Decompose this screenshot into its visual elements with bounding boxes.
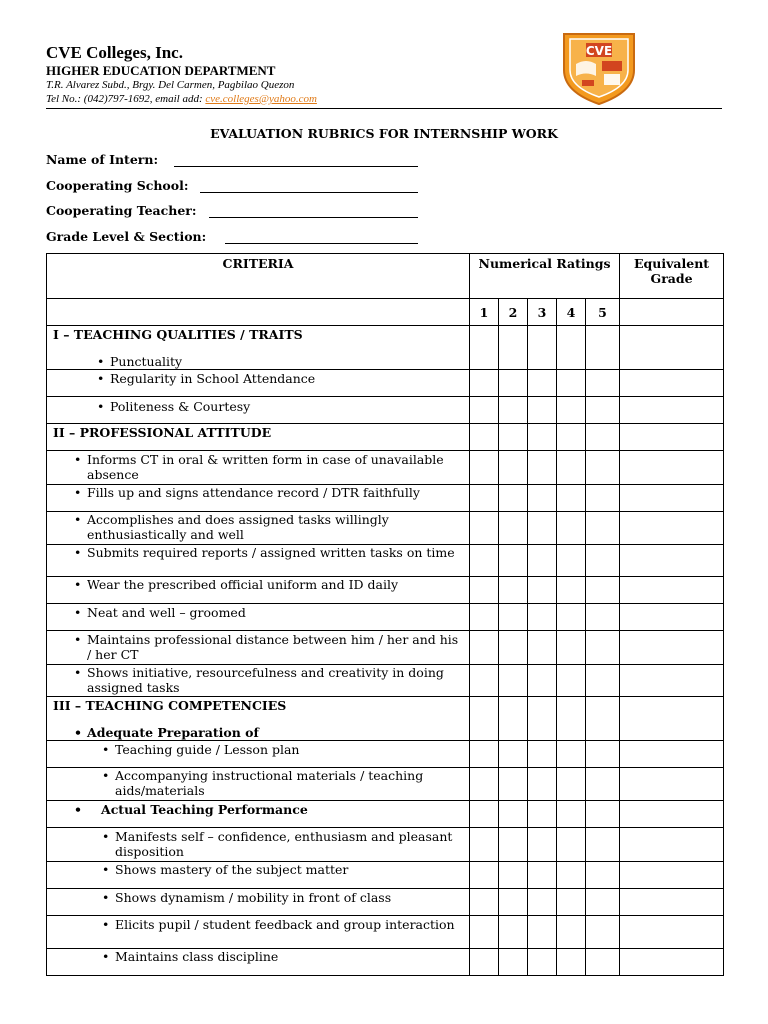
bullet: • (74, 452, 82, 467)
cooperating-school-line[interactable] (200, 192, 418, 193)
rating-cell[interactable] (557, 949, 586, 976)
rating-cell[interactable] (528, 577, 557, 604)
criterion-submits-reports: • Submits required reports / assigned written tasks on time (74, 545, 455, 560)
bullet: • (97, 399, 105, 414)
rating-cell[interactable] (557, 862, 586, 889)
rating-cell[interactable] (528, 451, 557, 485)
criterion-cell (47, 665, 470, 697)
section-heading-teaching-competencies: III – TEACHING COMPETENCIES (53, 698, 287, 713)
bullet: • (102, 742, 110, 757)
rating-cell[interactable] (586, 512, 620, 545)
rating-cell[interactable] (499, 370, 528, 397)
rating-cell[interactable] (499, 451, 528, 485)
rating-cell[interactable] (470, 631, 499, 665)
rating-cell[interactable] (586, 326, 620, 370)
criterion-punctuality: • Punctuality (97, 354, 183, 369)
bullet: • (74, 577, 82, 592)
table-row (47, 451, 724, 485)
bullet: • (74, 632, 82, 647)
criterion-informs-ct: • Informs CT in oral & written form in case of unavailable absence (74, 452, 444, 482)
table-row (47, 397, 724, 424)
rating-cell[interactable] (470, 665, 499, 697)
criterion-cell (47, 768, 470, 801)
bullet: • (102, 829, 110, 844)
rating-cell[interactable] (499, 828, 528, 862)
bullet: • (102, 917, 110, 932)
grade-cell[interactable] (620, 397, 724, 424)
rating-cell[interactable] (586, 397, 620, 424)
rating-cell[interactable] (557, 889, 586, 916)
rating-cell[interactable] (557, 577, 586, 604)
criterion-cell (47, 697, 470, 741)
rating-cell[interactable] (557, 697, 586, 741)
criterion-cell (47, 889, 470, 916)
numerical-ratings-header: Numerical Ratings (470, 254, 620, 299)
rating-cell[interactable] (586, 577, 620, 604)
table-row (47, 370, 724, 397)
bullet: • (74, 545, 82, 560)
rating-cell[interactable] (528, 741, 557, 768)
rating-cell[interactable] (470, 397, 499, 424)
criterion-cell (47, 916, 470, 949)
equivalent-grade-header: Equivalent Grade (620, 254, 724, 299)
criterion-fills-attendance: • Fills up and signs attendance record / DTR faithfully (74, 485, 420, 500)
criterion-neat: • Neat and well – groomed (74, 605, 246, 620)
grade-cell[interactable] (620, 451, 724, 485)
rating-cell[interactable] (528, 862, 557, 889)
rating-scale-row (47, 299, 724, 326)
rating-cell[interactable] (470, 801, 499, 828)
criterion-cell (47, 545, 470, 577)
rating-cell[interactable] (470, 916, 499, 949)
rating-cell[interactable] (586, 889, 620, 916)
cooperating-school-field[interactable] (46, 178, 188, 196)
rating-cell[interactable] (586, 801, 620, 828)
table-row (47, 424, 724, 451)
rating-cell[interactable] (499, 631, 528, 665)
rating-cell[interactable] (528, 697, 557, 741)
criteria-header: CRITERIA (47, 254, 470, 299)
rating-cell[interactable] (586, 631, 620, 665)
table-row (47, 741, 724, 768)
rating-cell[interactable] (499, 512, 528, 545)
rating-cell[interactable] (557, 828, 586, 862)
rating-cell[interactable] (499, 604, 528, 631)
criterion-cell (47, 801, 470, 828)
rating-cell[interactable] (586, 768, 620, 801)
bullet: • (74, 802, 82, 817)
rating-cell[interactable] (470, 451, 499, 485)
criterion-manifests-self: • Manifests self – confidence, enthusiasm and pleasant disposition (102, 829, 453, 859)
criterion-cell (47, 631, 470, 665)
rating-cell[interactable] (528, 370, 557, 397)
rating-cell[interactable] (499, 862, 528, 889)
table-row (47, 665, 724, 697)
rating-cell[interactable] (499, 949, 528, 976)
rating-cell[interactable] (499, 397, 528, 424)
rating-cell[interactable] (557, 604, 586, 631)
rating-cell[interactable] (470, 545, 499, 577)
criterion-cell (47, 604, 470, 631)
intern-name-line[interactable] (174, 166, 418, 167)
grade-cell[interactable] (620, 665, 724, 697)
table-row (47, 862, 724, 889)
grade-cell[interactable] (620, 577, 724, 604)
rating-cell[interactable] (586, 665, 620, 697)
table-row (47, 512, 724, 545)
rating-cell[interactable] (586, 370, 620, 397)
rating-cell[interactable] (557, 326, 586, 370)
table-row (47, 697, 724, 741)
bullet: • (74, 725, 82, 740)
rating-cell[interactable] (499, 741, 528, 768)
cooperating-teacher-line[interactable] (209, 217, 418, 218)
address: T.R. Alvarez Subd., Brgy. Del Carmen, Pagbilao Quezon (46, 79, 295, 91)
letterhead (46, 40, 722, 108)
rating-cell[interactable] (499, 768, 528, 801)
rating-cell[interactable] (499, 485, 528, 512)
empty-cell (620, 299, 724, 326)
rating-cell[interactable] (528, 801, 557, 828)
rating-cell[interactable] (586, 828, 620, 862)
rating-cell[interactable] (557, 512, 586, 545)
criterion-cell (47, 370, 470, 397)
rating-cell[interactable] (557, 631, 586, 665)
grade-cell[interactable] (620, 512, 724, 545)
header-divider (46, 108, 722, 109)
rating-cell[interactable] (586, 697, 620, 741)
grade-cell[interactable] (620, 862, 724, 889)
grade-cell[interactable] (620, 828, 724, 862)
criterion-cell (47, 741, 470, 768)
rating-cell[interactable] (470, 604, 499, 631)
grade-cell[interactable] (620, 741, 724, 768)
contact-prefix: Tel No.: (042)797-1692, email add: (46, 93, 206, 105)
criterion-cell (47, 451, 470, 485)
field-label: Name of Intern: (46, 152, 159, 167)
bullet: • (97, 371, 105, 386)
subsection-adequate-preparation: • Adequate Preparation of (74, 725, 259, 740)
rating-cell[interactable] (528, 665, 557, 697)
rating-cell[interactable] (528, 604, 557, 631)
rating-cell[interactable] (499, 889, 528, 916)
rating-cell[interactable] (499, 424, 528, 451)
rating-cell[interactable] (528, 326, 557, 370)
table-row (47, 889, 724, 916)
rating-cell[interactable] (499, 545, 528, 577)
grade-cell[interactable] (620, 889, 724, 916)
rating-cell[interactable] (470, 697, 499, 741)
grade-cell[interactable] (620, 485, 724, 512)
table-row (47, 916, 724, 949)
empty-cell (47, 299, 470, 326)
criterion-dynamism: • Shows dynamism / mobility in front of class (102, 890, 392, 905)
email-link[interactable]: cve.colleges@yahoo.com (205, 93, 317, 105)
grade-cell[interactable] (620, 949, 724, 976)
grade-level-section-field[interactable] (46, 229, 206, 247)
rating-cell[interactable] (557, 545, 586, 577)
table-row (47, 768, 724, 801)
table-row (47, 949, 724, 976)
rating-4-label: 4 (557, 299, 586, 326)
criterion-mastery: • Shows mastery of the subject matter (102, 862, 349, 877)
bullet: • (74, 665, 82, 680)
rubric-table (46, 253, 724, 976)
department-name: HIGHER EDUCATION DEPARTMENT (46, 63, 276, 78)
table-header-row (47, 254, 724, 299)
rating-cell[interactable] (557, 665, 586, 697)
org-name: CVE Colleges, Inc. (46, 43, 183, 62)
rating-1-label: 1 (470, 299, 499, 326)
rating-cell[interactable] (499, 697, 528, 741)
rating-cell[interactable] (557, 485, 586, 512)
table-row (47, 326, 724, 370)
intern-name-field[interactable] (46, 152, 158, 170)
rating-cell[interactable] (586, 916, 620, 949)
rating-cell[interactable] (528, 424, 557, 451)
rating-3-label: 3 (528, 299, 557, 326)
rating-cell[interactable] (528, 397, 557, 424)
rating-cell[interactable] (499, 916, 528, 949)
rating-cell[interactable] (528, 828, 557, 862)
rating-cell[interactable] (499, 326, 528, 370)
rating-cell[interactable] (528, 545, 557, 577)
rating-cell[interactable] (557, 424, 586, 451)
rating-cell[interactable] (586, 485, 620, 512)
field-label: Cooperating School: (46, 178, 189, 193)
grade-cell[interactable] (620, 370, 724, 397)
rating-cell[interactable] (470, 949, 499, 976)
rating-cell[interactable] (586, 949, 620, 976)
rating-cell[interactable] (470, 828, 499, 862)
table-row (47, 801, 724, 828)
table-row (47, 545, 724, 577)
rating-cell[interactable] (586, 451, 620, 485)
section-heading-professional-attitude: II – PROFESSIONAL ATTITUDE (47, 424, 470, 451)
criterion-cell (47, 862, 470, 889)
rating-cell[interactable] (557, 916, 586, 949)
rating-cell[interactable] (470, 741, 499, 768)
criterion-cell (47, 512, 470, 545)
subsection-actual-teaching: • Actual Teaching Performance (74, 802, 308, 817)
criterion-professional-distance: • Maintains professional distance between him / her and his / her CT (74, 632, 459, 662)
rating-cell[interactable] (470, 485, 499, 512)
cooperating-teacher-field[interactable] (46, 203, 196, 221)
criterion-uniform: • Wear the prescribed official uniform and ID daily (74, 577, 399, 592)
field-label: Grade Level & Section: (46, 229, 207, 244)
section-heading-teaching-qualities: I – TEACHING QUALITIES / TRAITS (53, 327, 303, 342)
criterion-elicits-feedback: • Elicits pupil / student feedback and group interaction (102, 917, 455, 932)
rating-cell[interactable] (557, 451, 586, 485)
criterion-cell (47, 828, 470, 862)
grade-cell[interactable] (620, 631, 724, 665)
table-row (47, 485, 724, 512)
criterion-regularity: • Regularity in School Attendance (97, 371, 316, 386)
criterion-instructional-materials: • Accompanying instructional materials / teaching aids/materials (102, 768, 424, 798)
table-row (47, 577, 724, 604)
criterion-initiative: • Shows initiative, resourcefulness and creativity in doing assigned tasks (74, 665, 444, 695)
rating-cell[interactable] (586, 604, 620, 631)
table-row (47, 604, 724, 631)
rating-cell[interactable] (470, 889, 499, 916)
rating-cell[interactable] (528, 631, 557, 665)
rating-cell[interactable] (586, 424, 620, 451)
rating-cell[interactable] (528, 889, 557, 916)
rating-cell[interactable] (586, 862, 620, 889)
school-logo-icon (558, 30, 640, 106)
rating-cell[interactable] (557, 397, 586, 424)
criterion-cell (47, 485, 470, 512)
rating-cell[interactable] (528, 512, 557, 545)
document-title: EVALUATION RUBRICS FOR INTERNSHIP WORK (210, 126, 558, 141)
rating-cell[interactable] (557, 801, 586, 828)
rating-cell[interactable] (557, 370, 586, 397)
rating-cell[interactable] (470, 424, 499, 451)
rating-cell[interactable] (470, 326, 499, 370)
field-label: Cooperating Teacher: (46, 203, 197, 218)
rating-cell[interactable] (528, 916, 557, 949)
rating-cell[interactable] (470, 370, 499, 397)
bullet: • (102, 949, 110, 964)
criterion-cell (47, 949, 470, 976)
rating-cell[interactable] (586, 545, 620, 577)
bullet: • (74, 485, 82, 500)
criterion-cell (47, 397, 470, 424)
rating-cell[interactable] (528, 949, 557, 976)
criterion-accomplishes-tasks: • Accomplishes and does assigned tasks willingly enthusiastically and well (74, 512, 389, 542)
criterion-class-discipline: • Maintains class discipline (102, 949, 279, 964)
grade-cell[interactable] (620, 916, 724, 949)
bullet: • (97, 354, 105, 369)
rating-5-label: 5 (586, 299, 620, 326)
criterion-cell (47, 577, 470, 604)
bullet: • (102, 890, 110, 905)
rating-2-label: 2 (499, 299, 528, 326)
bullet: • (102, 862, 110, 877)
rating-cell[interactable] (499, 577, 528, 604)
rating-cell[interactable] (528, 485, 557, 512)
criterion-teaching-guide: • Teaching guide / Lesson plan (102, 742, 300, 757)
grade-cell[interactable] (620, 326, 724, 370)
table-row (47, 631, 724, 665)
grade-cell[interactable] (620, 801, 724, 828)
rating-cell[interactable] (470, 768, 499, 801)
bullet: • (74, 605, 82, 620)
grade-level-section-line[interactable] (225, 243, 418, 244)
contact-line (46, 93, 317, 105)
rating-cell[interactable] (528, 768, 557, 801)
criterion-politeness: • Politeness & Courtesy (97, 399, 251, 414)
bullet: • (102, 768, 110, 783)
grade-cell[interactable] (620, 424, 724, 451)
grade-cell[interactable] (620, 697, 724, 741)
rating-cell[interactable] (586, 741, 620, 768)
grade-cell[interactable] (620, 604, 724, 631)
criterion-cell (47, 326, 470, 370)
bullet: • (74, 512, 82, 527)
grade-cell[interactable] (620, 768, 724, 801)
rating-cell[interactable] (499, 665, 528, 697)
rating-cell[interactable] (470, 512, 499, 545)
logo-text: CVE (585, 44, 613, 58)
grade-cell[interactable] (620, 545, 724, 577)
table-row (47, 828, 724, 862)
rating-cell[interactable] (470, 862, 499, 889)
rating-cell[interactable] (470, 577, 499, 604)
rating-cell[interactable] (499, 801, 528, 828)
rating-cell[interactable] (557, 768, 586, 801)
rating-cell[interactable] (557, 741, 586, 768)
